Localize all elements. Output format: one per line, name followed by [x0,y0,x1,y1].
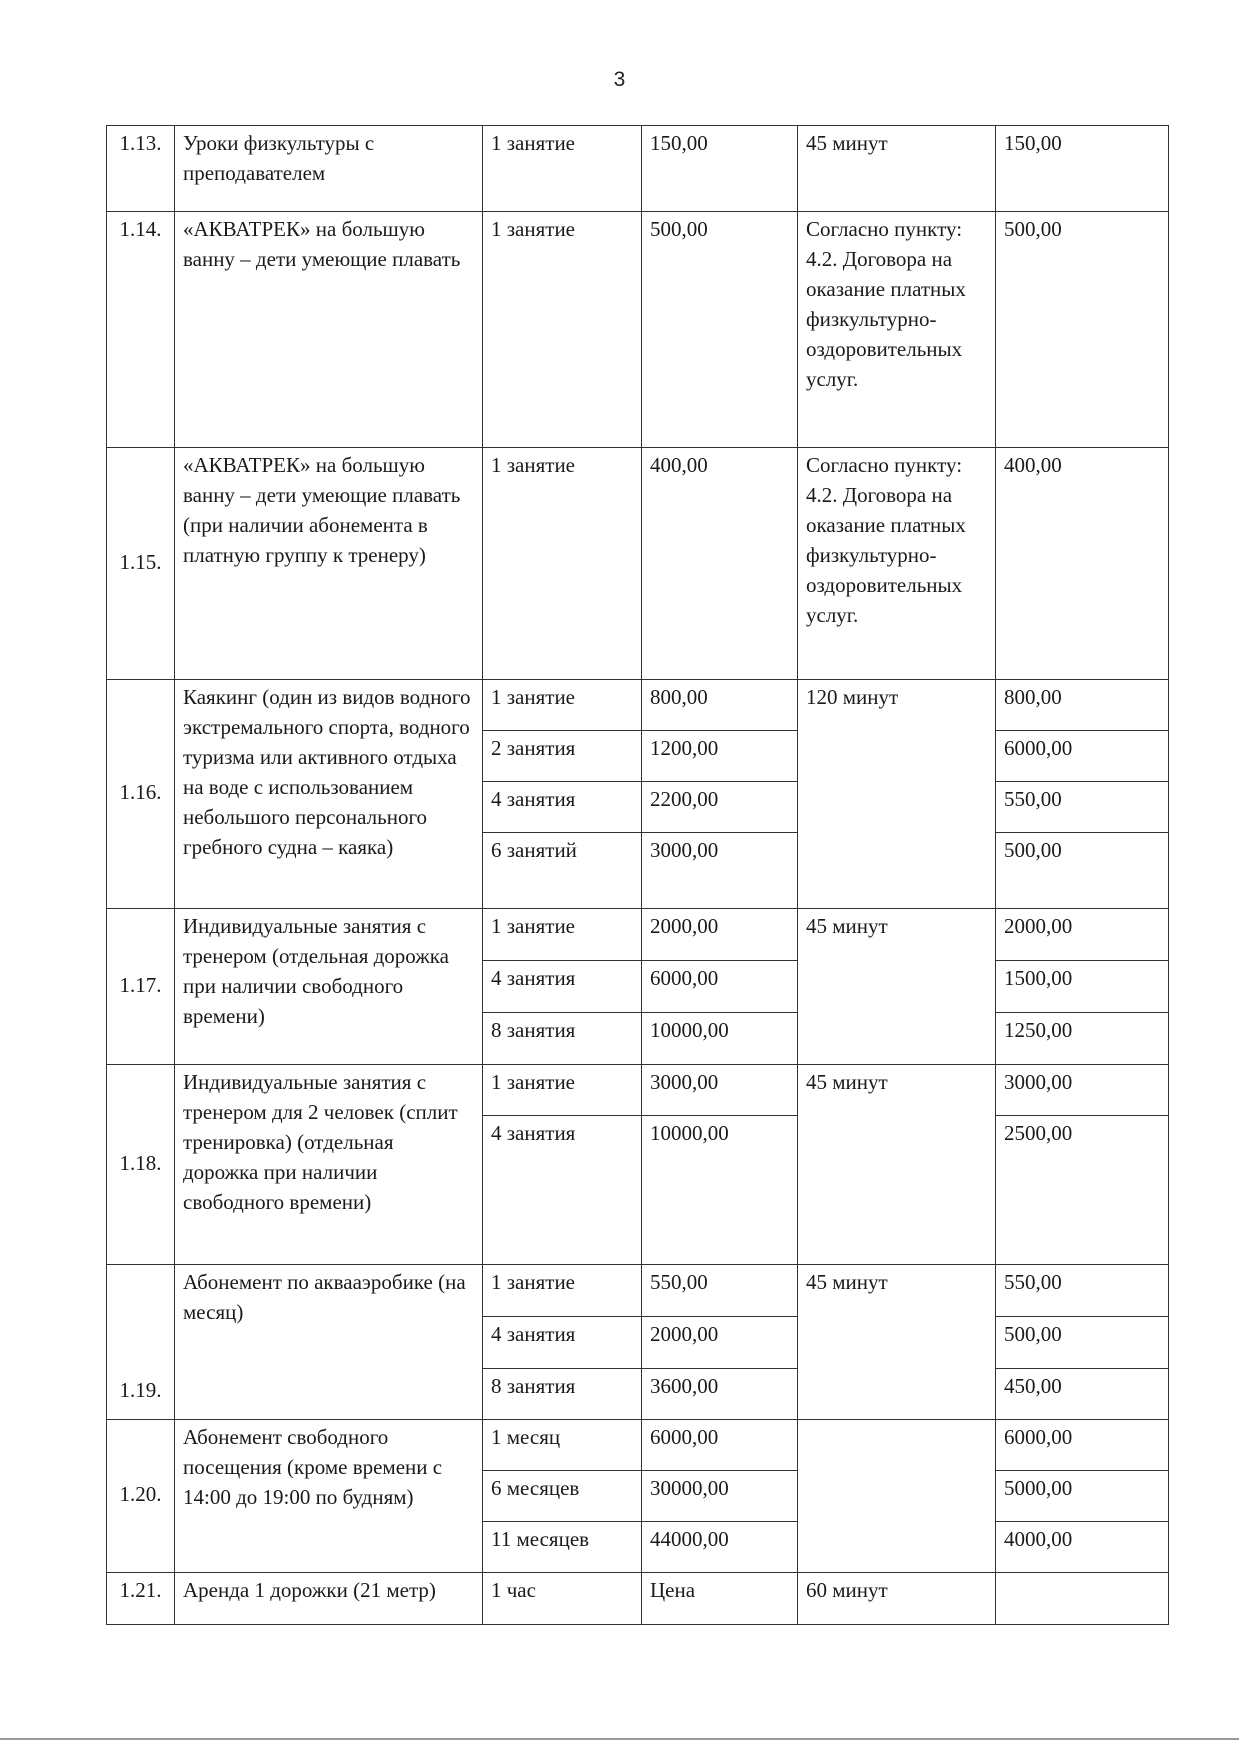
duration-cell: Согласно пункту: 4.2. Договора на оказание платных физкультурно-оздоровительных услуг. [798,212,996,448]
duration-cell: 120 минут [798,680,996,909]
unit-cell: 1 занятие [483,909,642,961]
per-unit-price-cell: 500,00 [996,833,1169,909]
per-unit-price-cell: 500,00 [996,1317,1169,1369]
per-unit-price-cell: 6000,00 [996,731,1169,782]
service-name: Индивидуальные занятия с тренером для 2 человек (сплит тренировка) (отдельная дорожка при наличии свободного времени) [175,1065,483,1265]
unit-cell: 1 занятие [483,680,642,731]
per-unit-price-cell: 550,00 [996,782,1169,833]
unit-cell: 4 занятия [483,961,642,1013]
unit-cell: 2 занятия [483,731,642,782]
price-cell: 6000,00 [642,1420,798,1471]
price-cell: Цена [642,1573,798,1625]
service-name: Абонемент свободного посещения (кроме времени с 14:00 до 19:00 по будням) [175,1420,483,1573]
unit-cell: 1 занятие [483,1265,642,1317]
item-number: 1.13. [107,126,175,212]
price-cell: 550,00 [642,1265,798,1317]
per-unit-price-cell: 150,00 [996,126,1169,212]
table-row [107,1573,1169,1625]
price-cell: 3000,00 [642,833,798,909]
duration-cell: 45 минут [798,1265,996,1420]
unit-cell: 1 занятие [483,1065,642,1116]
price-cell: 1200,00 [642,731,798,782]
table-row [107,212,1169,448]
price-cell: 2200,00 [642,782,798,833]
price-cell: 3600,00 [642,1369,798,1420]
per-unit-price-cell [996,1573,1169,1625]
price-cell: 800,00 [642,680,798,731]
per-unit-price-cell: 1250,00 [996,1013,1169,1065]
unit-cell: 4 занятия [483,1116,642,1265]
table-row [107,680,1169,731]
per-unit-price-cell: 550,00 [996,1265,1169,1317]
price-cell: 150,00 [642,126,798,212]
unit-cell: 6 занятий [483,833,642,909]
per-unit-price-cell: 2500,00 [996,1116,1169,1265]
duration-cell: 45 минут [798,1065,996,1265]
unit-cell: 8 занятия [483,1013,642,1065]
price-cell: 500,00 [642,212,798,448]
per-unit-price-cell: 6000,00 [996,1420,1169,1471]
per-unit-price-cell: 400,00 [996,448,1169,680]
service-name: «АКВАТРЕК» на большую ванну – дети умеющие плавать (при наличии абонемента в платную группу к тренеру) [175,448,483,680]
service-name: Абонемент по аквааэробике (на месяц) [175,1265,483,1420]
price-cell: 30000,00 [642,1471,798,1522]
unit-cell: 1 месяц [483,1420,642,1471]
unit-cell: 6 месяцев [483,1471,642,1522]
item-number: 1.20. [107,1420,175,1573]
table-row [107,126,1169,212]
table-row [107,1065,1169,1116]
item-number: 1.21. [107,1573,175,1625]
unit-cell: 8 занятия [483,1369,642,1420]
price-cell: 10000,00 [642,1116,798,1265]
price-cell: 44000,00 [642,1522,798,1573]
duration-cell [798,1420,996,1573]
unit-cell: 1 час [483,1573,642,1625]
service-name: Индивидуальные занятия с тренером (отдельная дорожка при наличии свободного времени) [175,909,483,1065]
unit-cell: 11 месяцев [483,1522,642,1573]
price-table [106,125,1169,1625]
item-number: 1.17. [107,909,175,1065]
duration-cell: 60 минут [798,1573,996,1625]
item-number: 1.15. [107,448,175,680]
unit-cell: 1 занятие [483,126,642,212]
price-cell: 2000,00 [642,909,798,961]
duration-cell: Согласно пункту: 4.2. Договора на оказание платных физкультурно-оздоровительных услуг. [798,448,996,680]
item-number: 1.19. [107,1265,175,1420]
price-cell: 2000,00 [642,1317,798,1369]
per-unit-price-cell: 800,00 [996,680,1169,731]
per-unit-price-cell: 2000,00 [996,909,1169,961]
item-number: 1.16. [107,680,175,909]
unit-cell: 4 занятия [483,1317,642,1369]
table-row [107,1420,1169,1471]
unit-cell: 1 занятие [483,212,642,448]
table-row [107,448,1169,680]
per-unit-price-cell: 3000,00 [996,1065,1169,1116]
duration-cell: 45 минут [798,126,996,212]
page-number: 3 [613,68,626,91]
table-row [107,1265,1169,1317]
service-name: Уроки физкультуры с преподавателем [175,126,483,212]
price-cell: 400,00 [642,448,798,680]
service-name: Аренда 1 дорожки (21 метр) [175,1573,483,1625]
price-cell: 3000,00 [642,1065,798,1116]
unit-cell: 4 занятия [483,782,642,833]
per-unit-price-cell: 500,00 [996,212,1169,448]
item-number: 1.18. [107,1065,175,1265]
per-unit-price-cell: 5000,00 [996,1471,1169,1522]
per-unit-price-cell: 4000,00 [996,1522,1169,1573]
per-unit-price-cell: 450,00 [996,1369,1169,1420]
item-number: 1.14. [107,212,175,448]
service-name: Каякинг (один из видов водного экстремального спорта, водного туризма или активного отдыха на воде с использованием небольшого персонального гребного судна – каяка) [175,680,483,909]
price-cell: 10000,00 [642,1013,798,1065]
per-unit-price-cell: 1500,00 [996,961,1169,1013]
unit-cell: 1 занятие [483,448,642,680]
scan-bottom-edge [0,1738,1239,1740]
table-row [107,909,1169,961]
price-cell: 6000,00 [642,961,798,1013]
duration-cell: 45 минут [798,909,996,1065]
service-name: «АКВАТРЕК» на большую ванну – дети умеющие плавать [175,212,483,448]
